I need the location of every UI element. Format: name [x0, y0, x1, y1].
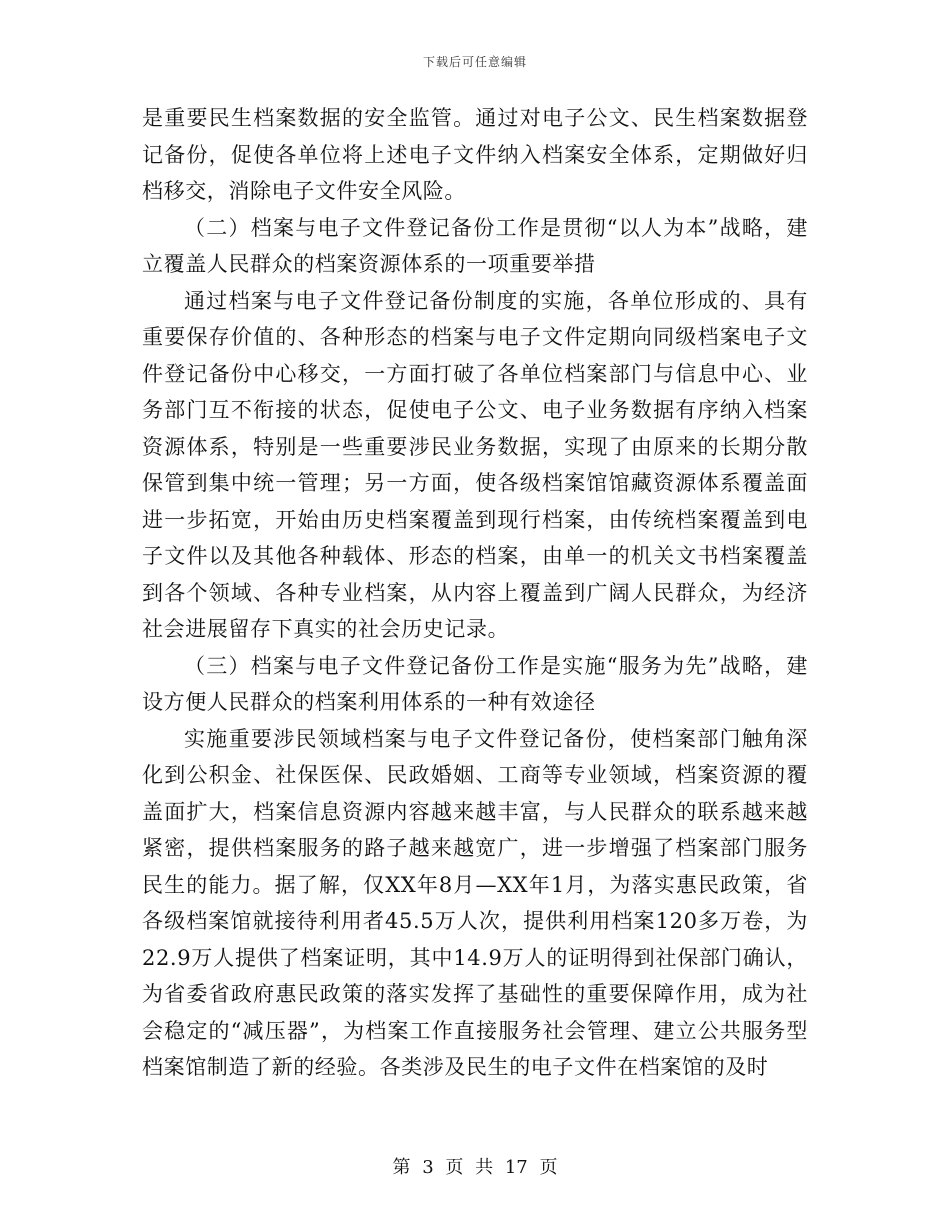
page-header: 下载后可任意编辑 — [422, 55, 527, 69]
page-number: 第 3 页 共 17 页 — [392, 1157, 558, 1178]
section-heading-3: （三）档案与电子文件登记备份工作是实施“服务为先”战略，建设方便人民群众的档案利用体系的一种有效途径 — [142, 653, 808, 714]
document-body — [142, 100, 808, 1086]
paragraph-body: 实施重要涉民领域档案与电子文件登记备份，使档案部门触角深化到公积金、社保医保、民政婚姻、工商等专业领域，档案资源的覆盖面扩大，档案信息资源内容越来越丰富，与人民群众的联系越来越紧密，提供档案服务的路子越来越宽广，进一步增强了档案部门服务民生的能力。据了解，仅XX年8月—XX年1月，为落实惠民政策，省各级档案馆就接待利用者45.5万人次，提供利用档案120多万卷，为22.9万人提供了档案证明，其中14.9万人的证明得到社保部门确认，为省委省政府惠民政策的落实发挥了基础性的重要保障作用，成为社会稳定的“减压器”，为档案工作直接服务社会管理、建立公共服务型档案馆制造了新的经验。各类涉及民生的电子文件在档案馆的及时 — [142, 726, 808, 1079]
section-heading-2: （二）档案与电子文件登记备份工作是贯彻“以人为本”战略，建立覆盖人民群众的档案资源体系的一项重要举措 — [142, 215, 808, 276]
paragraph-continuation: 是重要民生档案数据的安全监管。通过对电子公文、民生档案数据登记备份，促使各单位将上述电子文件纳入档案安全体系，定期做好归档移交，消除电子文件安全风险。 — [142, 106, 808, 203]
paragraph-body: 通过档案与电子文件登记备份制度的实施，各单位形成的、具有重要保存价值的、各种形态的档案与电子文件定期向同级档案电子文件登记备份中心移交，一方面打破了各单位档案部门与信息中心、业务部门互不衔接的状态，促使电子公文、电子业务数据有序纳入档案资源体系，特别是一些重要涉民业务数据，实现了由原来的长期分散保管到集中统一管理；另一方面，使各级档案馆馆藏资源体系覆盖面进一步拓宽，开始由历史档案覆盖到现行档案，由传统档案覆盖到电子文件以及其他各种载体、形态的档案，由单一的机关文书档案覆盖到各个领域、各种专业档案，从内容上覆盖到广阔人民群众，为经济社会进展留存下真实的社会历史记录。 — [142, 288, 808, 641]
